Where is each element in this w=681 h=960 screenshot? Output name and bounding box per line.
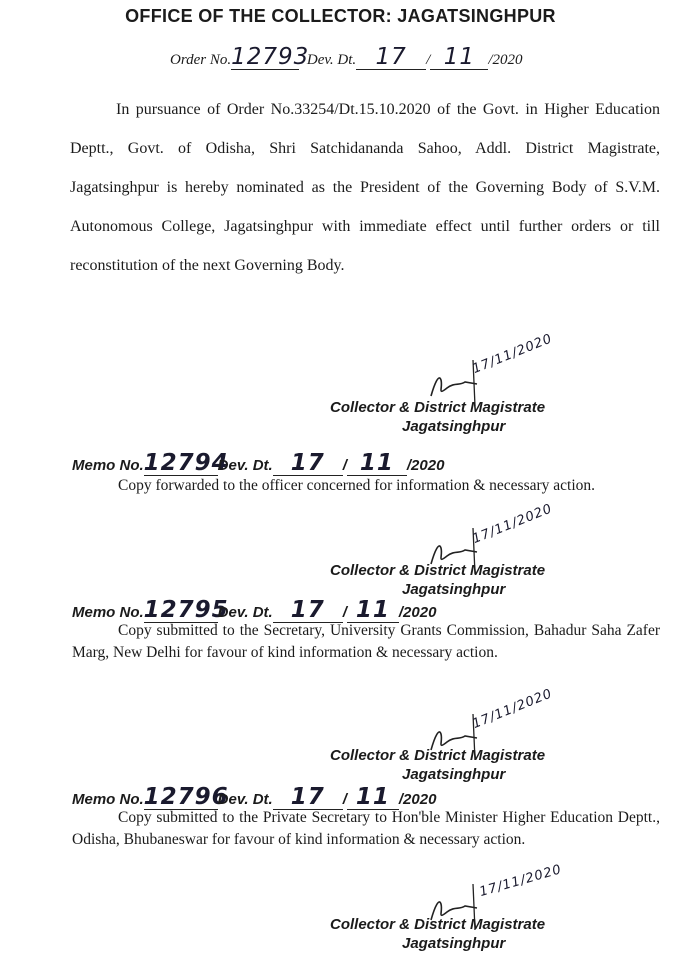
memo-number-line: Memo No.12796Dev. Dt. 17 / 11 /2020 [72,784,437,810]
signature-date: 17/11/2020 [470,331,555,377]
order-number-line: Order No.12793 Dev. Dt. 17 / 11 /2020 [170,44,523,70]
order-day: 17 [375,44,407,70]
signature-title: Collector & District Magistrate [330,399,546,416]
memo-year: /2020 [398,791,437,808]
memo-year: /2020 [406,457,445,474]
signature-block [330,916,630,954]
memo-day: 17 [290,784,325,810]
signature-place: Jagatsinghpur [402,418,506,435]
order-year: /2020 [488,52,523,68]
memo-label: Memo No. [72,791,144,808]
memo-dev-label: Dev. Dt. [217,791,273,808]
order-label: Order No. [170,52,232,68]
memo-day: 17 [290,450,325,476]
memo-number: 12795 [143,597,229,623]
memo-number-line: Memo No.12794Dev. Dt. 17 / 11 /2020 [72,450,445,476]
signature-date: 17/11/2020 [477,862,564,900]
memo-number: 12794 [143,450,229,476]
memo-day: 17 [290,597,325,623]
signature-date: 17/11/2020 [470,501,555,547]
order-month: 11 [443,44,475,70]
memo-number: 12796 [143,784,229,810]
signature-place: Jagatsinghpur [402,581,506,598]
signature-block [330,747,630,785]
order-body: In pursuance of Order No.33254/Dt.15.10.2020 of the Govt. in Higher Education Deptt., Govt. of Odisha, Shri Satchidananda Sahoo, Addl. District Magistrate, Jagatsinghpur is hereby nominated as the President of the Governing Body of S.V.M. Autonomous College, Jagatsinghpur with immediate effect until further orders or till reconstitution of the next Governing Body. [70,101,660,274]
signature-title: Collector & District Magistrate [330,562,546,579]
memo-label: Memo No. [72,457,144,474]
order-dev-label: Dev. Dt. [306,52,357,68]
signature-place: Jagatsinghpur [402,766,506,783]
signature-place: Jagatsinghpur [402,935,506,952]
memo-number-line: Memo No.12795Dev. Dt. 17 / 11 /2020 [72,597,437,623]
memo-month: 11 [359,450,394,476]
memo-month: 11 [355,597,390,623]
memo-dev-label: Dev. Dt. [217,457,273,474]
signature-block [330,399,630,437]
memo-text: Copy submitted to the Private Secretary to Hon'ble Minister Higher Education Deptt., Odisha, Bhubaneswar for favour of kind information & necessary action. [72,809,660,848]
memo-dev-label: Dev. Dt. [217,604,273,621]
memo-label: Memo No. [72,604,144,621]
office-title: OFFICE OF THE COLLECTOR: JAGATSINGHPUR [125,6,556,26]
signature-date: 17/11/2020 [470,686,555,732]
signature-title: Collector & District Magistrate [330,747,546,764]
memo-text: Copy forwarded to the officer concerned for information & necessary action. [118,477,596,494]
memo-year: /2020 [398,604,437,621]
memo-month: 11 [355,784,390,810]
signature-title: Collector & District Magistrate [330,916,546,933]
memo-text: Copy submitted to the Secretary, University Grants Commission, Bahadur Saha Zafer Marg, New Delhi for favour of kind information & necessary action. [72,622,660,661]
signature-block [330,562,630,600]
order-number: 12793 [231,44,310,70]
